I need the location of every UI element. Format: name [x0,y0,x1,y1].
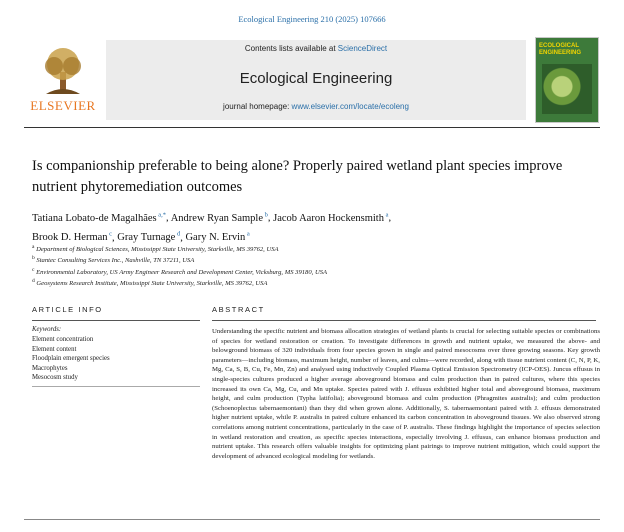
cover-title: ECOLOGICAL ENGINEERING [539,43,582,56]
author[interactable] [32,213,166,224]
keyword: Element content [32,345,77,353]
header-rule [24,127,600,128]
affiliation [32,266,592,277]
journal-reference[interactable]: Ecological Engineering 210 (2025) 107666 [238,14,386,24]
author-affiliation-marker[interactable]: d [175,230,181,238]
author-affiliation-marker[interactable]: a [245,230,250,238]
affiliation [32,243,592,254]
journal-cover-thumbnail[interactable] [536,38,598,122]
article-info-heading: ARTICLE INFO [32,305,103,314]
author-name[interactable]: Tatiana Lobato-de Magalhães [32,212,157,224]
abstract-heading: ABSTRACT [212,305,265,314]
author-separator: , [180,232,186,243]
affiliation-text: Geosystems Research Institute, Mississippi State University, Starkville, MS 39762, USA [34,280,268,288]
author-list [32,207,592,246]
affiliation [32,277,592,288]
keywords-rule [32,386,200,387]
affiliation-list [32,243,592,289]
author-affiliation-marker[interactable]: b [263,211,268,218]
affiliation-key: c [32,266,35,273]
keyword: Macrophytes [32,364,68,372]
author[interactable] [171,213,268,224]
author-name[interactable]: Gary N. Ervin [185,232,246,243]
journal-title: Ecological Engineering [239,70,393,87]
elsevier-logo[interactable] [24,40,102,120]
author-affiliation-marker[interactable]: a [383,211,389,218]
cover-image [542,64,592,114]
author-separator: , [166,212,171,224]
abstract-text: Understanding the specific nutrient and biomass allocation strategies of wetland plants is crucial for selecting suitable species or combinations of species for wetland restoration or creation. To investigate differences in growth and nutrient uptake, we measured the above- and belowground biomass of 320 individuals from four species grown in single and paired mesocosms over three growing seasons. Key growth parameters—including biomass, maximum height, number of leaves, and culms—were recorded, along with tissue nutrient content (C, N, P, K, Mg, Ca, S, B, Cu, Fe, Mn, Zn) and analysed using inductively Coupled Plasma Optical Emission Spectrometry (ICP-OES). Juncus effusus in single-species cultures produced a higher average aboveground biomass and culm production than in paired cultures, where this species increased its own Ca, Mg, Cu, and Mn uptake. Species paired with J. effusus exhibited higher total and aboveground biomass, maximum height, and culm production (Typha latifolia); aboveground biomass and culm production (Phragmites australis); and culm production (Schoenoplectus tabernaemontani) than they did when grown alone. Additionally, S. tabernaemontani paired with J. effusus demonstrated higher nutrient uptake, while P. australis in paired culture enhanced its carbon concentration in aboveground tissues. We also observed strong correlations among nutrient concentrations, particularly in the case of P. australis. These findings highlight the importance of species selection in wetland restoration and creation, as specific species interactions, especially involving J. effusus, can enhance biomass production and nutrient uptake. This research offers valuable insights for optimizing plant pairings to improve nutrient mitigation, which could support the development of advanced ecological modeling for wetlands. [212,328,600,460]
author[interactable] [117,232,180,243]
bottom-rule [24,519,600,520]
author-affiliation-marker[interactable]: c [107,230,113,238]
contents-line [106,44,526,53]
affiliation [32,254,592,265]
author[interactable] [185,232,249,243]
article-info-rule [32,320,200,321]
journal-masthead [106,40,526,120]
abstract-rule [212,320,596,321]
author-separator: , [267,212,274,224]
keyword: Mesocosm study [32,374,78,382]
author-name[interactable]: Brook D. Herman [32,232,108,243]
sciencedirect-link[interactable]: ScienceDirect [337,44,388,53]
author[interactable] [32,232,112,243]
homepage-prefix: journal homepage: [223,102,292,111]
author-separator: , [388,212,392,224]
affiliation-key: d [32,278,35,285]
contents-prefix: Contents lists available at [244,44,338,53]
author-affiliation-marker[interactable]: a,* [156,211,167,218]
affiliation-key: b [32,255,35,262]
author-name[interactable]: Gray Turnage [117,232,176,243]
keywords-label: Keywords: [32,326,62,333]
affiliation-text: Stantec Consulting Services Inc., Nashville, TN 37211, USA [34,257,195,265]
keyword: Floodplain emergent species [32,355,110,363]
author-name[interactable]: Andrew Ryan Sample [170,212,264,224]
elsevier-tree-icon [38,44,88,96]
homepage-line [106,102,526,111]
author-separator: , [112,232,118,243]
author-name[interactable]: Jacob Aaron Hockensmith [273,212,384,224]
publisher-name: ELSEVIER [30,98,96,113]
affiliation-text: Environmental Laboratory, US Army Engineer Research and Development Center, Vicksburg, MS 39180, USA [34,269,328,277]
keywords-list [32,335,200,383]
affiliation-text: Department of Biological Sciences, Mississippi State University, Starkville, MS 39762, USA [34,246,279,254]
article-title: Is companionship preferable to being alone? Properly paired wetland plant species improve nutrient phytoremediation outcomes [32,158,563,195]
author[interactable] [273,213,388,224]
keyword: Element concentration [32,336,94,343]
journal-homepage-link[interactable]: www.elsevier.com/locate/ecoleng [291,102,409,111]
affiliation-key: a [32,244,35,250]
